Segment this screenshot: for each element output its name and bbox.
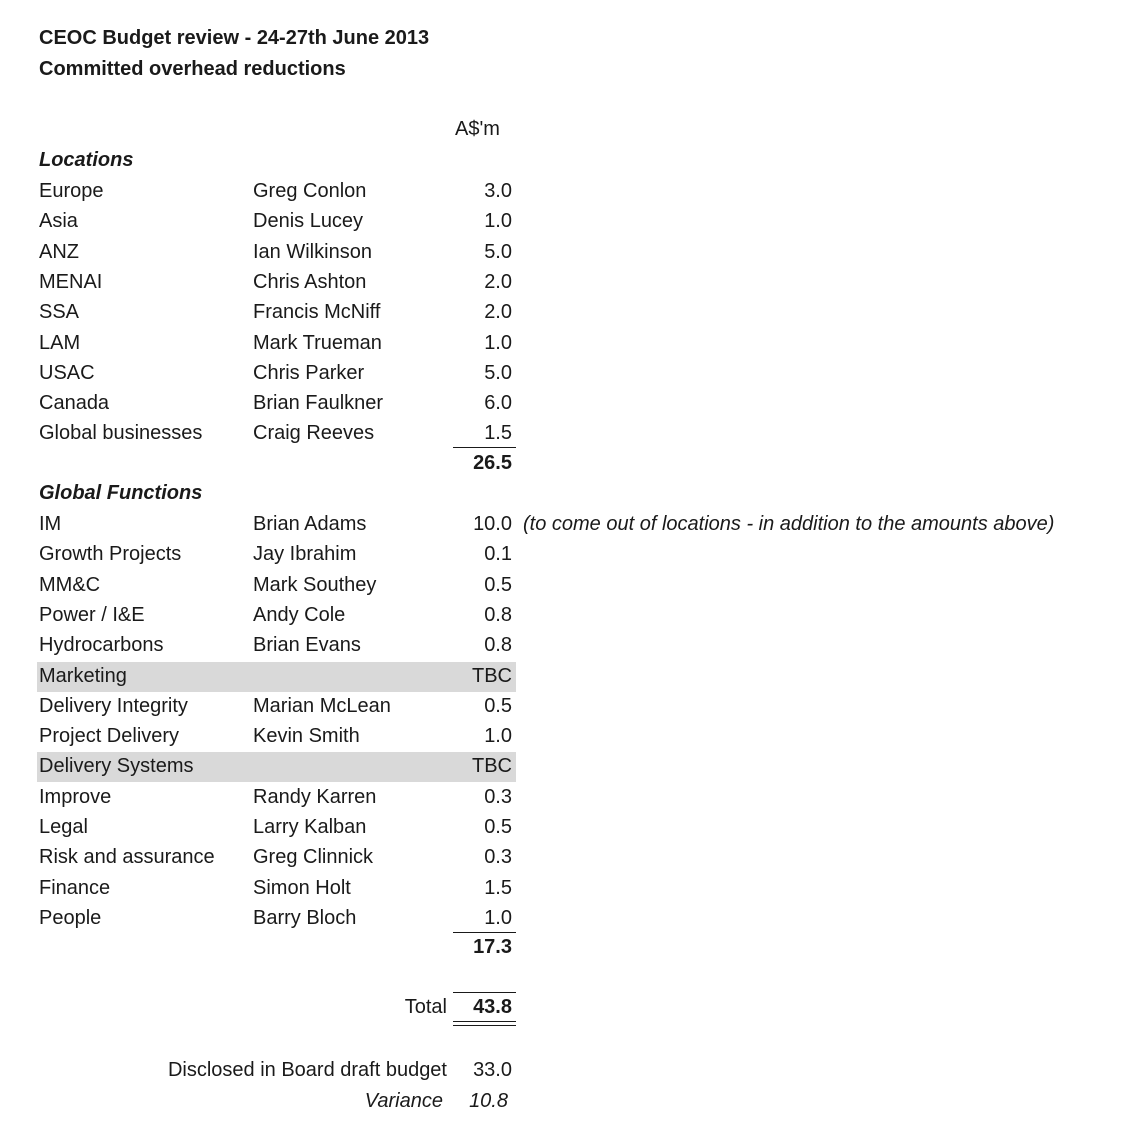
- owner-cell: Larry Kalban: [253, 816, 367, 838]
- amount-cell: 5.0: [484, 361, 512, 384]
- total-top-rule: [453, 992, 516, 993]
- functions-subtotal-rule: [453, 932, 516, 933]
- page-title: CEOC Budget review - 24-27th June 2013: [39, 27, 430, 49]
- table-row: [37, 662, 516, 692]
- amount-cell: TBC: [472, 755, 512, 778]
- locations-heading: Locations: [39, 149, 134, 171]
- area-cell: USAC: [39, 361, 95, 384]
- amount-cell: 1.0: [484, 725, 512, 748]
- table-row: [37, 752, 516, 782]
- amount-cell: 0.5: [484, 816, 512, 838]
- area-cell: SSA: [39, 301, 80, 324]
- owner-cell: Mark Trueman: [253, 331, 382, 354]
- area-cell: Power / I&E: [39, 603, 145, 626]
- area-cell: MM&C: [39, 573, 101, 596]
- total-double-rule-2: [453, 1025, 516, 1026]
- table-row: [37, 268, 516, 298]
- table-row: [37, 601, 516, 631]
- area-cell: Legal: [39, 816, 88, 838]
- owner-cell: Simon Holt: [253, 876, 351, 899]
- table-row: [37, 329, 516, 359]
- unit-label: A$'m: [455, 118, 500, 140]
- owner-cell: Francis McNiff: [253, 301, 381, 324]
- total-label: Total: [404, 996, 447, 1018]
- locations-subtotal: 26.5: [473, 452, 512, 474]
- board-value: 33.0: [473, 1059, 512, 1081]
- page-subtitle: Committed overhead reductions: [39, 58, 346, 80]
- amount-cell: 0.1: [484, 543, 512, 566]
- table-row: [37, 874, 516, 904]
- owner-cell: Greg Conlon: [253, 180, 367, 202]
- area-cell: Canada: [39, 392, 110, 415]
- table-row: [37, 207, 516, 237]
- amount-cell: 1.5: [484, 422, 512, 445]
- area-cell: MENAI: [39, 270, 103, 293]
- amount-cell: 0.3: [484, 785, 512, 808]
- amount-cell: 0.5: [484, 573, 512, 596]
- owner-cell: Marian McLean: [253, 694, 391, 717]
- owner-cell: Brian Evans: [253, 634, 361, 657]
- amount-cell: TBC: [472, 664, 512, 687]
- amount-cell: 2.0: [484, 270, 512, 293]
- area-cell: IM: [39, 513, 62, 535]
- variance-value: 10.8: [469, 1090, 508, 1112]
- amount-cell: 5.0: [484, 240, 512, 263]
- area-cell: Europe: [39, 180, 104, 202]
- area-cell: Growth Projects: [39, 543, 182, 566]
- owner-cell: Greg Clinnick: [253, 846, 374, 869]
- area-cell: Global businesses: [39, 422, 203, 445]
- table-row: [37, 631, 516, 661]
- area-cell: Marketing: [39, 664, 127, 687]
- owner-cell: Brian Adams: [253, 513, 367, 535]
- owner-cell: Mark Southey: [253, 573, 377, 596]
- amount-cell: 6.0: [484, 392, 512, 415]
- total-value: 43.8: [473, 996, 512, 1018]
- table-row: [37, 571, 516, 601]
- area-cell: Improve: [39, 785, 112, 808]
- amount-cell: 0.8: [484, 603, 512, 626]
- functions-heading: Global Functions: [39, 482, 203, 504]
- area-cell: Hydrocarbons: [39, 634, 164, 657]
- owner-cell: Andy Cole: [253, 603, 346, 626]
- area-cell: Risk and assurance: [39, 846, 215, 869]
- area-cell: Delivery Systems: [39, 755, 194, 778]
- area-cell: Delivery Integrity: [39, 694, 188, 717]
- amount-cell: 1.0: [484, 906, 512, 929]
- table-row: [37, 783, 516, 813]
- table-row: [37, 298, 516, 328]
- amount-cell: 0.3: [484, 846, 512, 869]
- area-cell: Asia: [39, 210, 78, 233]
- table-row: [37, 359, 516, 389]
- table-row: [37, 510, 1055, 540]
- table-row: [37, 843, 516, 873]
- table-row: [37, 540, 516, 570]
- amount-cell: 10.0: [473, 513, 512, 535]
- functions-subtotal: 17.3: [473, 936, 512, 958]
- area-cell: Finance: [39, 876, 111, 899]
- amount-cell: 0.8: [484, 634, 512, 657]
- area-cell: ANZ: [39, 240, 79, 263]
- variance-label: Variance: [364, 1090, 443, 1112]
- amount-cell: 1.5: [484, 876, 512, 899]
- table-row: [37, 722, 516, 752]
- owner-cell: Brian Faulkner: [253, 392, 384, 415]
- table-row: [37, 692, 516, 722]
- owner-cell: Chris Ashton: [253, 270, 367, 293]
- board-label: Disclosed in Board draft budget: [167, 1059, 447, 1081]
- area-cell: People: [39, 906, 102, 929]
- table-row: [37, 389, 516, 419]
- note-cell: (to come out of locations - in addition to the amounts above): [523, 513, 1055, 535]
- owner-cell: Ian Wilkinson: [253, 240, 372, 263]
- owner-cell: Jay Ibrahim: [253, 543, 357, 566]
- table-row: [37, 177, 516, 207]
- amount-cell: 3.0: [484, 180, 512, 202]
- owner-cell: Barry Bloch: [253, 906, 357, 929]
- owner-cell: Denis Lucey: [253, 210, 364, 233]
- owner-cell: Chris Parker: [253, 361, 365, 384]
- owner-cell: Randy Karren: [253, 785, 377, 808]
- locations-subtotal-rule: [453, 447, 516, 448]
- table-row: [37, 904, 516, 934]
- amount-cell: 1.0: [484, 331, 512, 354]
- owner-cell: Craig Reeves: [253, 422, 375, 445]
- area-cell: Project Delivery: [39, 725, 180, 748]
- amount-cell: 2.0: [484, 301, 512, 324]
- amount-cell: 1.0: [484, 210, 512, 233]
- table-row: [37, 813, 516, 843]
- area-cell: LAM: [39, 331, 81, 354]
- owner-cell: Kevin Smith: [253, 725, 360, 748]
- total-double-rule-1: [453, 1021, 516, 1022]
- table-row: [37, 419, 516, 449]
- amount-cell: 0.5: [484, 694, 512, 717]
- table-row: [37, 238, 516, 268]
